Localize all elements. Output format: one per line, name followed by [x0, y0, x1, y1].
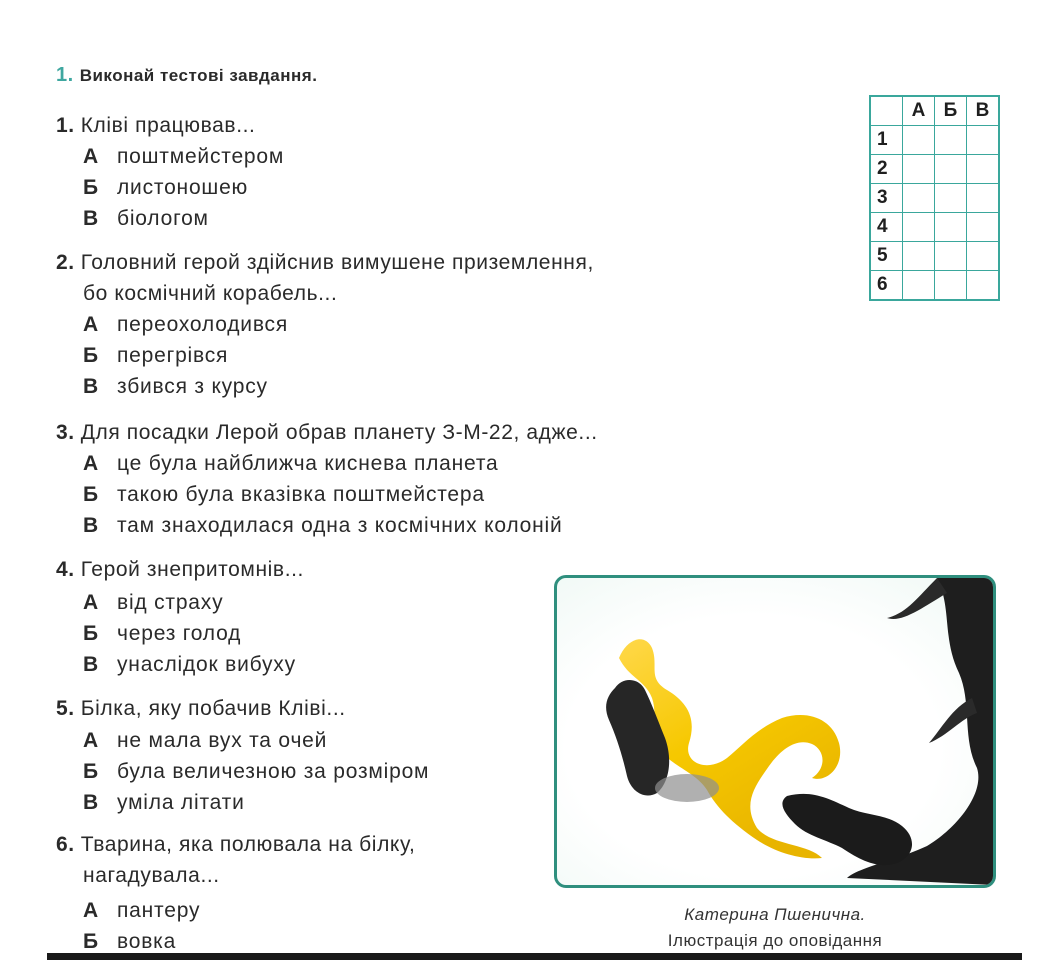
question-number: 3. [56, 421, 75, 444]
question-2 [56, 247, 594, 309]
illustration-artwork [557, 578, 993, 885]
question-number: 1. [56, 114, 75, 137]
illustration-caption [620, 902, 930, 954]
option-letter: В [83, 207, 99, 230]
option-6a [83, 895, 200, 926]
question-3 [56, 417, 598, 448]
question-number: 2. [56, 251, 75, 274]
option-letter: А [83, 313, 99, 336]
option-text: поштмейстером [117, 145, 285, 168]
option-text: там знаходилася одна з космічних колоній [117, 514, 563, 537]
option-5c [83, 787, 245, 818]
answer-grid-row [870, 155, 999, 184]
grid-column-header: Б [935, 96, 967, 126]
option-letter: А [83, 729, 99, 752]
question-number: 6. [56, 833, 75, 856]
option-letter: В [83, 375, 99, 398]
answer-cell[interactable] [967, 184, 1000, 213]
option-4b [83, 618, 241, 649]
option-text: унаслідок вибуху [117, 653, 296, 676]
option-4c [83, 649, 296, 680]
answer-cell[interactable] [935, 126, 967, 155]
option-letter: А [83, 145, 99, 168]
grid-row-header: 1 [870, 126, 903, 155]
answer-cell[interactable] [967, 242, 1000, 271]
option-letter: А [83, 452, 99, 475]
task-header [56, 64, 317, 87]
grid-column-header: В [967, 96, 1000, 126]
answer-cell[interactable] [935, 184, 967, 213]
grid-row-header: 4 [870, 213, 903, 242]
answer-grid-row [870, 126, 999, 155]
option-1a [83, 141, 284, 172]
answer-cell[interactable] [903, 184, 935, 213]
option-text: від страху [117, 591, 224, 614]
option-1b [83, 172, 248, 203]
option-letter: А [83, 591, 99, 614]
question-text-cont: бо космічний корабель... [83, 282, 338, 305]
option-text: листоношею [117, 176, 249, 199]
option-letter: Б [83, 930, 99, 953]
option-letter: В [83, 791, 99, 814]
option-text: переохолодився [117, 313, 289, 336]
caption-work: Ілюстрація до оповідання [667, 931, 883, 950]
option-letter: Б [83, 344, 99, 367]
answer-grid [869, 95, 1000, 301]
answer-cell[interactable] [903, 155, 935, 184]
option-letter: Б [83, 760, 99, 783]
answer-cell[interactable] [967, 155, 1000, 184]
option-2a [83, 309, 288, 340]
question-text: Кліві працював... [80, 114, 256, 137]
page-bottom-bar [47, 953, 1022, 960]
grid-row-header: 5 [870, 242, 903, 271]
option-text: вовка [117, 930, 177, 953]
option-2b [83, 340, 228, 371]
option-5b [83, 756, 429, 787]
task-title: Виконай тестові завдання. [79, 66, 318, 85]
option-3c [83, 510, 563, 541]
answer-cell[interactable] [967, 126, 1000, 155]
question-text: Герой знепритомнів... [80, 558, 304, 581]
option-2c [83, 371, 268, 402]
caption-author: Катерина Пшенична. [684, 905, 866, 924]
grid-corner-cell [870, 96, 903, 126]
option-4a [83, 587, 223, 618]
figure-shadow [655, 774, 719, 802]
option-text: була величезною за розміром [117, 760, 430, 783]
option-letter: А [83, 899, 99, 922]
answer-cell[interactable] [935, 242, 967, 271]
option-letter: В [83, 514, 99, 537]
question-text: Для посадки Лерой обрав планету З-М-22, адже... [80, 421, 598, 444]
question-4 [56, 554, 304, 585]
question-text: Білка, яку побачив Кліві... [80, 697, 346, 720]
answer-cell[interactable] [967, 213, 1000, 242]
answer-cell[interactable] [935, 271, 967, 301]
grid-column-header: А [903, 96, 935, 126]
option-3a [83, 448, 499, 479]
answer-grid-row [870, 242, 999, 271]
answer-cell[interactable] [903, 242, 935, 271]
question-1 [56, 110, 256, 141]
tree-branch [887, 578, 947, 619]
option-3b [83, 479, 485, 510]
option-letter: Б [83, 622, 99, 645]
option-text: пантеру [117, 899, 201, 922]
answer-cell[interactable] [903, 213, 935, 242]
option-5a [83, 725, 327, 756]
answer-cell[interactable] [903, 271, 935, 301]
option-letter: В [83, 653, 99, 676]
option-letter: Б [83, 176, 99, 199]
question-text: Головний герой здійснив вимушене приземлення, [80, 251, 594, 274]
answer-grid-row [870, 184, 999, 213]
answer-grid-row [870, 213, 999, 242]
grid-row-header: 2 [870, 155, 903, 184]
grid-row-header: 3 [870, 184, 903, 213]
option-text: перегрівся [117, 344, 229, 367]
option-letter: Б [83, 483, 99, 506]
option-text: не мала вух та очей [117, 729, 328, 752]
answer-grid-header-row [870, 96, 999, 126]
option-text: такою була вказівка поштмейстера [117, 483, 485, 506]
story-illustration [554, 575, 996, 888]
answer-grid-row [870, 271, 999, 301]
option-text: через голод [117, 622, 242, 645]
option-text: це була найближча киснева планета [117, 452, 499, 475]
option-text: уміла літати [117, 791, 245, 814]
question-6 [56, 829, 415, 891]
option-text: біологом [117, 207, 209, 230]
answer-cell[interactable] [903, 126, 935, 155]
answer-cell[interactable] [935, 155, 967, 184]
answer-cell[interactable] [967, 271, 1000, 301]
question-5 [56, 693, 346, 724]
task-number: 1. [56, 64, 74, 86]
question-number: 4. [56, 558, 75, 581]
grid-row-header: 6 [870, 271, 903, 301]
question-text: Тварина, яка полювала на білку, [80, 833, 416, 856]
option-text: збився з курсу [117, 375, 268, 398]
option-1c [83, 203, 209, 234]
question-text-cont: нагадувала... [83, 864, 220, 887]
answer-cell[interactable] [935, 213, 967, 242]
question-number: 5. [56, 697, 75, 720]
